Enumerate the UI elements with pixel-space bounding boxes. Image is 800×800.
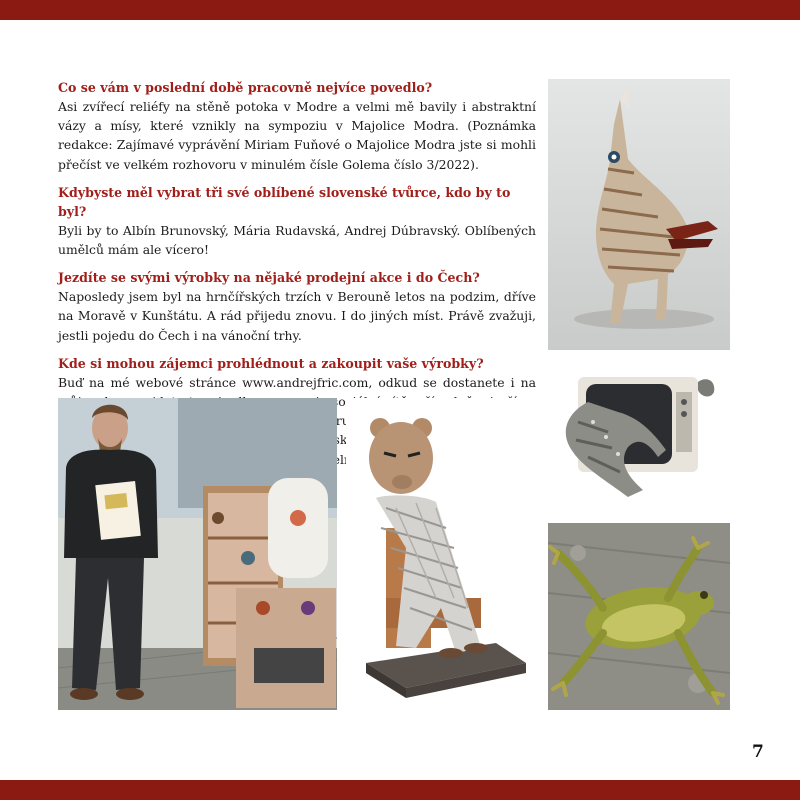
ceramic-bird-figure-photo <box>548 79 730 350</box>
frog-relief-photo <box>548 523 730 710</box>
artist-market-stall-photo <box>58 398 337 710</box>
question-heading: Kdybyste měl vybrat tři své oblíbené slovenské tvůrce, kdo by to byl? <box>58 184 511 219</box>
seated-bear-sculpture-photo <box>346 398 538 710</box>
qa-block <box>58 268 536 345</box>
question-heading: Kde si mohou zájemci prohlédnout a zakoupit vaše výrobky? <box>58 355 484 371</box>
question-heading: Co se vám v poslední době pracovně nejvíce povedlo? <box>58 80 433 95</box>
answer-paragraph: Buď na mé webové stránce www.andrejfric.com, odkud se dostanete i na <box>58 374 536 390</box>
tv-octopus-sculpture-photo <box>548 362 730 509</box>
qa-block <box>58 183 536 259</box>
bottom-band <box>0 780 800 800</box>
top-band <box>0 0 800 20</box>
answer-paragraph: Asi zvířecí reliéfy na stěně potoka v Modre a velmi mě bavily i abstraktní vázy a mísy, které vznikly na sympoziu v Majolice Modra. (Poznámka redakce: Zajímavé vyprávění Miriam Fuňové o Majolice Modra jste si mohli přečíst ve velkém rozhovoru v minulém čísle Golema číslo 3/2022). <box>58 99 536 172</box>
answer-paragraph: Naposledy jsem byl na hrnčířských trzích v Berouně letos na podzim, dříve na Moravě v Kunštátu. A rád přijedu znovu. I do jiných míst. Právě zvažuji, jestli pojedu do Čech i na vánoční trhy. <box>58 289 536 343</box>
question-heading: Jezdíte se svými výrobky na nějaké prodejní akce i do Čech? <box>58 270 480 286</box>
page-number: 7 <box>752 742 764 762</box>
answer-paragraph: Byli by to Albín Brunovský, Mária Rudavská, Andrej Dúbravský. Oblíbených umělců mám ale vícero! <box>58 222 536 258</box>
qa-block <box>58 78 536 174</box>
